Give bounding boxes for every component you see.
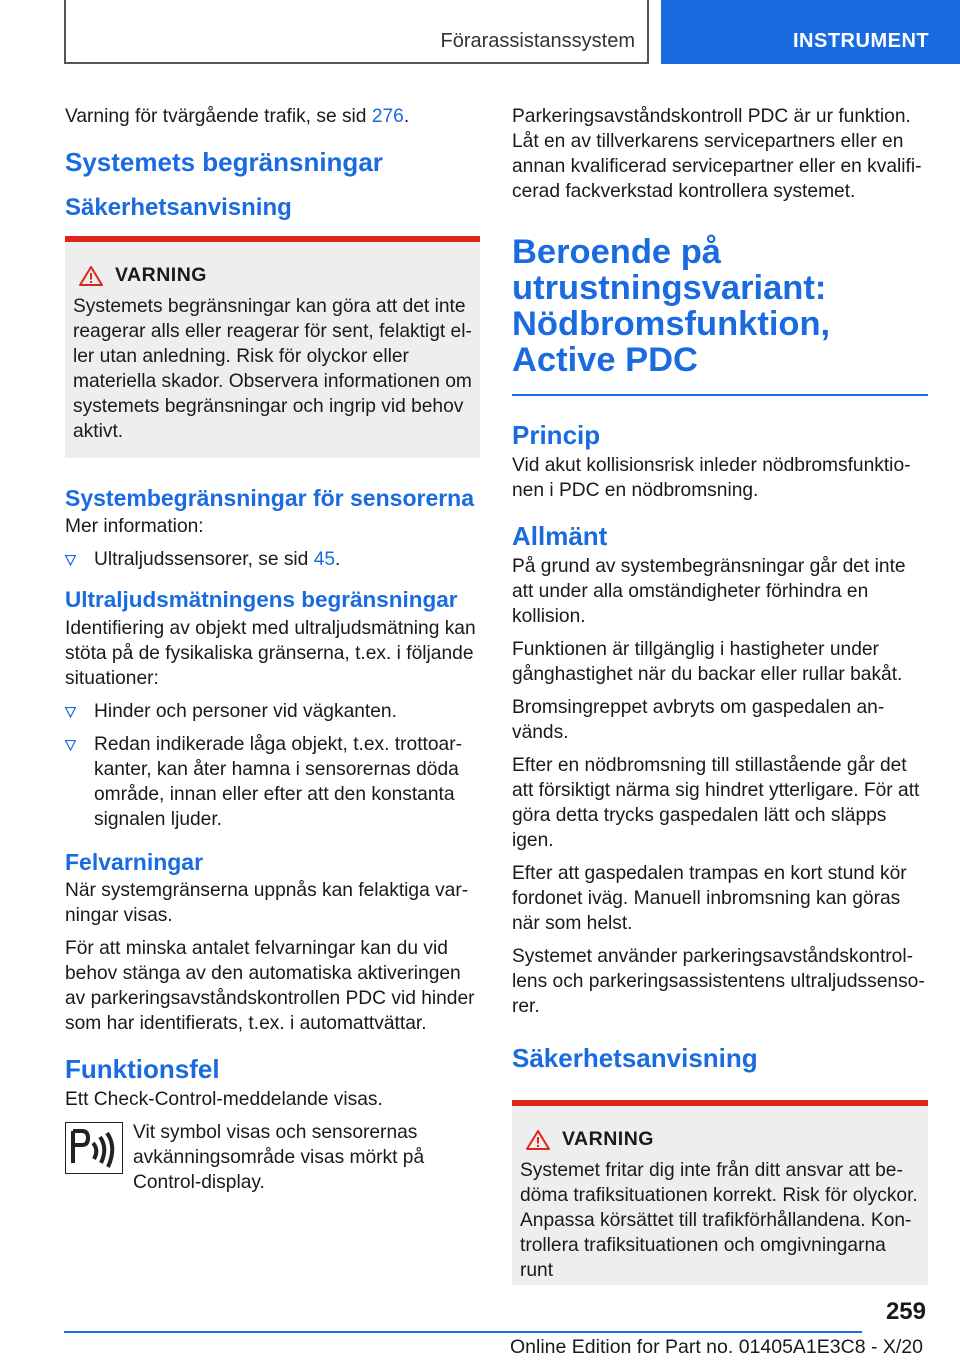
warning-box [512,1100,928,1285]
list-item: Hinder och personer vid vägkanten. [65,699,480,724]
general-p: Funktionen är tillgänglig i hastigheter under gånghastighet när du backar eller rullar bakåt. [512,639,903,685]
pdc-malfunction-icon [65,1122,123,1174]
heading-safety-note-right: Säkerhetsanvisning [512,1043,758,1073]
heading-system-limits: Systemets begränsningar [65,147,383,177]
ultrasound-list [65,699,480,832]
page-link-276[interactable]: 276 [371,106,404,127]
heading-emergency-brake: Beroende på utrustningsvariant: Nödbromsfunktion, Active PDC [512,233,831,379]
sensor-list [65,547,480,572]
page-link-45[interactable]: 45 [313,549,336,570]
triangle-bullet-icon [65,707,76,718]
header-section-title: Förarassistanssystem [440,30,635,52]
more-info-text: Mer information: [65,516,204,537]
general-p: Efter en nödbromsning till stillastående går det att försiktigt närma sig hindret ytterligare. För att göra detta trycks gaspedalen lätt och släpps igen. [512,755,920,851]
warning-text: Systemets begränsningar kan göra att det inte reagerar alls eller reagerar för sent, felaktigt eller utan anledning. Risk för olyckor eller materiella skador. Observera informationen om systemets begränsningar och ingrip vid behov aktivt. [73,296,472,442]
heading-principle: Princip [512,420,601,450]
heading-false-warnings: Felvarningar [65,849,204,875]
warning-text: Systemet fritar dig inte från ditt ansvar att bedöma trafiksituationen korrekt. Risk för olyckor. Anpassa körsättet till trafikförhållandena. Kontrollera trafiksituationen och omgivningarna runt [520,1160,918,1281]
warning-title: VARNING [520,1128,920,1151]
footer-edition: Online Edition for Part no. 01405A1E3C8 - X/20 [509,1336,923,1358]
warning-triangle-icon [526,1130,550,1150]
ultrasound-text: Identifiering av objekt med ultraljudsmätning kan stöta på de fysikaliska gränserna, t.ex. i följande situationer: [65,618,476,689]
heading-malfunction: Funktionsfel [65,1054,220,1084]
heading-sensor-limits: Systembegränsningar för sensorerna [65,485,475,511]
pdc-out-of-order-text: Parkeringsavståndskontroll PDC är ur funktion. Låt en av tillverkarens servicepartners eller en annan kvalificerad servicepartner eller en kvalificerad fackverkstad kontrollera systemet. [512,106,922,202]
heading-general: Allmänt [512,521,608,551]
malfunction-p2: Vit symbol visas och sensorernas avkänningsområde visas mörkt på Control-display. [133,1122,425,1193]
malfunction-p1: Ett Check-Control-meddelande visas. [65,1089,383,1110]
header-chapter-title: INSTRUMENT [793,30,930,52]
intro-paragraph: Varning för tvärgående trafik, se sid 276. [65,106,410,127]
false-warnings-p2: För att minska antalet felvarningar kan du vid behov stänga av den automatiska aktiveringen av parkeringsavståndskontrollen PDC vid hinder som har identifierats, t.ex. i automattvättar. [65,938,475,1034]
general-paragraphs [512,554,928,1019]
list-item: Ultraljudssensorer, se sid 45. [65,547,480,572]
page-number: 259 [885,1298,926,1325]
footer-rule [64,1331,862,1333]
heading-ultrasound-limits: Ultraljudsmätningens begränsningar [65,587,458,612]
general-p: Efter att gaspedalen trampas en kort stund kör fordonet iväg. Manuell inbromsning kan göras när som helst. [512,863,907,934]
principle-text: Vid akut kollisionsrisk inleder nödbromsfunktionen i PDC en nödbromsning. [512,455,911,501]
general-p: På grund av systembegränsningar går det inte att under alla omständigheter förhindra en kollision. [512,556,906,627]
general-p: Systemet använder parkeringsavståndskontrollens och parkeringsassistentens ultraljudssensorer. [512,946,925,1017]
header-section-tab [64,0,649,64]
right-column [512,104,928,1285]
general-p: Bromsingreppet avbryts om gaspedalen används. [512,697,885,743]
triangle-bullet-icon [65,555,76,566]
false-warnings-p1: När systemgränserna uppnås kan felaktiga varningar visas. [65,880,469,926]
warning-triangle-icon [79,266,103,286]
warning-title: VARNING [73,264,472,287]
heading-rule [512,394,928,396]
list-item: Redan indikerade låga objekt, t.ex. trottoarkanter, kan åter hamna i sensorernas döda område, innan eller efter att den konstanta signalen ljuder. [65,732,480,832]
left-column [65,104,480,1203]
triangle-bullet-icon [65,740,76,751]
heading-safety-note: Säkerhetsanvisning [65,194,292,221]
header-chapter-tab [661,0,960,64]
symbol-row [65,1120,480,1203]
warning-box [65,236,480,458]
